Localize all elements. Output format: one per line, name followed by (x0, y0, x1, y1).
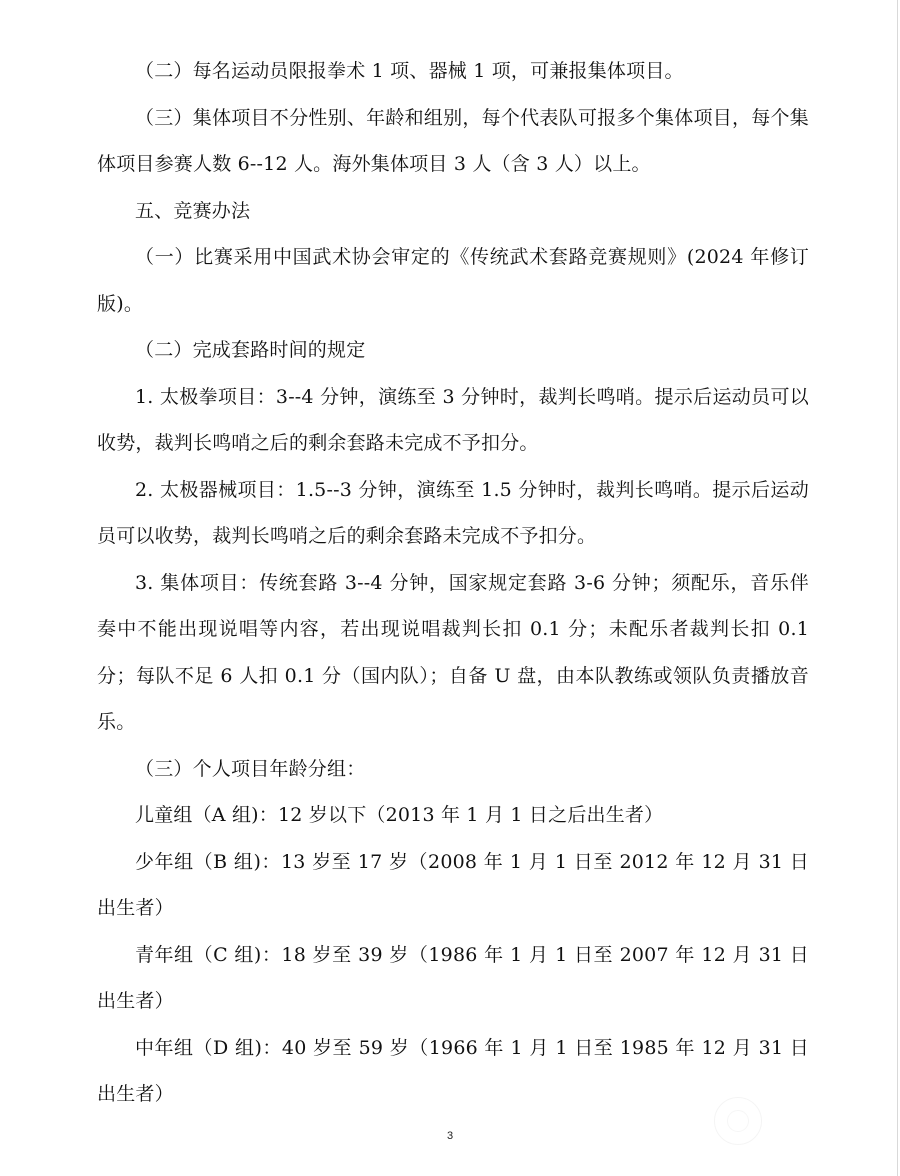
document-body (97, 48, 809, 1118)
age-group-b: 少年组（B 组)：13 岁至 17 岁（2008 年 1 月 1 日至 2012 年 12 月 31 日出生者） (97, 850, 809, 919)
paragraph-taiji-fist-time: 1. 太极拳项目：3--4 分钟，演练至 3 分钟时，裁判长鸣哨。提示后运动员可以收势，裁判长鸣哨之后的剩余套路未完成不予扣分。 (97, 385, 809, 454)
paragraph-group-events: （三）集体项目不分性别、年龄和组别，每个代表队可报多个集体项目，每个集体项目参赛人数 6--12 人。海外集体项目 3 人（含 3 人）以上。 (97, 106, 809, 175)
age-group-a: 儿童组（A 组)：12 岁以下（2013 年 1 月 1 日之后出生者） (135, 804, 664, 826)
subheading-routine-time: （二）完成套路时间的规定 (135, 339, 366, 361)
age-group-c: 青年组（C 组)：18 岁至 39 岁（1986 年 1 月 1 日至 2007 年 12 月 31 日出生者） (97, 943, 809, 1012)
paragraph-taiji-weapon-time: 2. 太极器械项目：1.5--3 分钟，演练至 1.5 分钟时，裁判长鸣哨。提示后运动员可以收势，裁判长鸣哨之后的剩余套路未完成不予扣分。 (97, 478, 809, 547)
section-heading-competition-method: 五、竞赛办法 (135, 199, 251, 222)
subheading-age-groups: （三）个人项目年龄分组： (135, 757, 366, 780)
paragraph-rules: （一）比赛采用中国武术协会审定的《传统武术套路竞赛规则》(2024 年修订版)。 (97, 246, 809, 315)
page-border (897, 0, 898, 1176)
watermark-seal-icon (714, 1097, 762, 1145)
page-number: 3 (446, 1130, 454, 1142)
paragraph-entry-limit: （二）每名运动员限报拳术 1 项、器械 1 项，可兼报集体项目。 (135, 60, 684, 82)
paragraph-group-time: 3. 集体项目：传统套路 3--4 分钟，国家规定套路 3-6 分钟；须配乐，音乐伴奏中不能出现说唱等内容，若出现说唱裁判长扣 0.1 分；未配乐者裁判长扣 0.1 分；每队不足 6 人扣 0.1 分（国内队）；自备 U 盘，由本队教练或领队负责播放音乐。 (97, 571, 809, 733)
age-group-d: 中年组（D 组)：40 岁至 59 岁（1966 年 1 月 1 日至 1985 年 12 月 31 日出生者） (97, 1036, 809, 1105)
